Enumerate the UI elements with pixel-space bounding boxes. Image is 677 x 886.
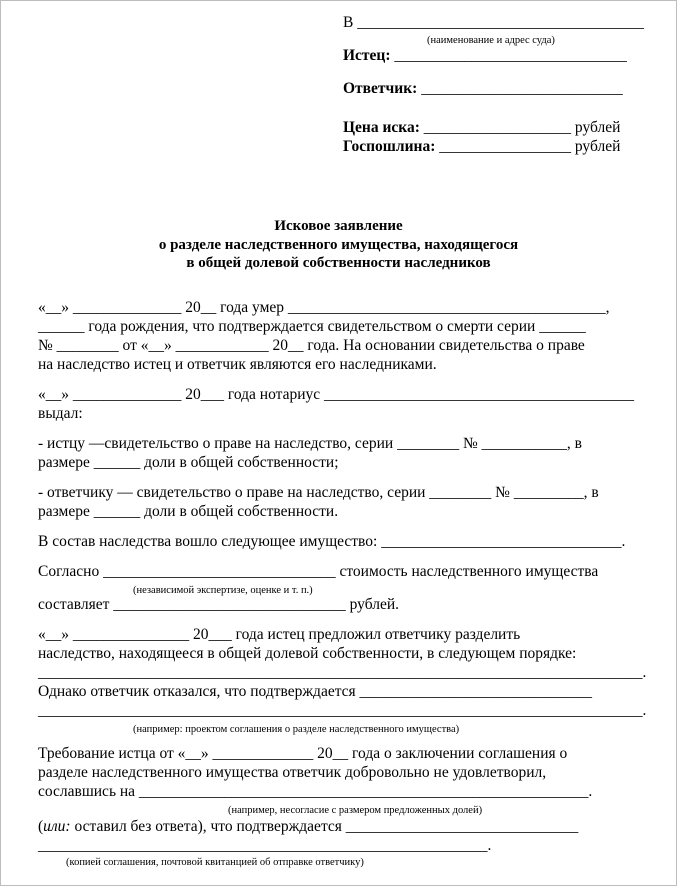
p1-line-3: № ________ от «__» ____________ 20__ года. На основании свидетельства о праве <box>38 337 585 354</box>
p6-line-1: Согласно ______________________________ стоимость наследственного имущества <box>38 563 599 580</box>
p8-line-2: ______________________________________________________________________________. <box>38 702 647 719</box>
p7-line-2: наследство, находящееся в общей долевой собственности, в следующем порядке: <box>38 645 577 662</box>
fee-label: Госпошлина: <box>343 138 436 155</box>
p10-caption: (копией соглашения, почтовой квитанцией об отправке ответчику) <box>66 857 364 868</box>
defendant-label: Ответчик: <box>343 80 418 97</box>
p8-caption: (например: проектом соглашения о разделе наследственного имущества) <box>133 724 460 735</box>
title-line-3: в общей долевой собственности наследников <box>186 255 491 271</box>
p2-line-1: «__» ______________ 20___ года нотариус ________________________________________ <box>38 386 635 403</box>
p2-line-2: выдал: <box>38 405 83 422</box>
p1-line-4: на наследство истец и ответчик являются его наследниками. <box>38 356 437 373</box>
plaintiff-blank: ______________________________ <box>390 47 627 64</box>
p7-line-1: «__» _______________ 20___ года истец предложил ответчику разделить <box>38 626 521 643</box>
p10-line-1 <box>38 818 578 837</box>
fee-line <box>343 138 620 156</box>
plaintiff-label: Истец: <box>343 47 391 64</box>
plaintiff-line <box>343 47 627 65</box>
p7-line-3: ______________________________________________________________________________. <box>38 664 647 681</box>
p10-line-2: __________________________________________________________. <box>38 837 492 854</box>
p9-line-1: Требование истца от «__» _____________ 20__ года о заключении соглашения о <box>38 745 568 762</box>
defendant-blank: __________________________ <box>417 80 623 97</box>
p5-line-1: В состав наследства вошло следующее имущество: _______________________________. <box>38 533 626 550</box>
title-line-2: о разделе наследственного имущества, находящегося <box>158 236 519 253</box>
document-title <box>0 217 677 273</box>
p6-line-2: составляет ______________________________ рублей. <box>38 596 399 613</box>
p3-line-2: размере ______ доли в общей собственности; <box>38 454 339 471</box>
p9-line-2: разделе наследственного имущества ответчик добровольно не удовлетворил, <box>38 764 547 781</box>
p9-caption: (например, несогласие с размером предложенных долей) <box>228 805 483 816</box>
p6-caption: (независимой экспертизе, оценке и т. п.) <box>133 585 313 596</box>
p1-line-1: «__» ______________ 20__ года умер _________________________________________, <box>38 299 610 316</box>
claim-price-label: Цена иска: <box>343 119 420 136</box>
p1-line-2: ______ года рождения, что подтверждается свидетельством о смерти серии ______ <box>38 318 586 335</box>
fee-blank: _________________ рублей <box>435 138 621 155</box>
claim-price-line <box>343 119 620 137</box>
title-line-1: Исковое заявление <box>274 218 403 234</box>
claim-price-blank: ___________________ рублей <box>419 119 621 136</box>
p4-line-2: размере ______ доли в общей собственности. <box>38 503 339 520</box>
p10-or-word: или: <box>43 818 71 835</box>
p10-rest: оставил без ответа), что подтверждается ______________________________ <box>70 818 579 835</box>
p8-line-1: Однако ответчик отказался, что подтверждается ______________________________ <box>38 683 593 700</box>
p9-line-3: сославшись на __________________________________________________________. <box>38 783 593 800</box>
p10-open-paren: ( <box>38 818 44 835</box>
p4-line-1: - ответчику — свидетельство о праве на наследство, серии ________ № _________, в <box>38 484 599 501</box>
court-caption: (наименование и адрес суда) <box>427 35 555 46</box>
defendant-line <box>343 80 623 98</box>
court-line: В _____________________________________ <box>343 14 644 31</box>
p3-line-1: - истцу —свидетельство о праве на наследство, серии ________ № ___________, в <box>38 435 582 452</box>
